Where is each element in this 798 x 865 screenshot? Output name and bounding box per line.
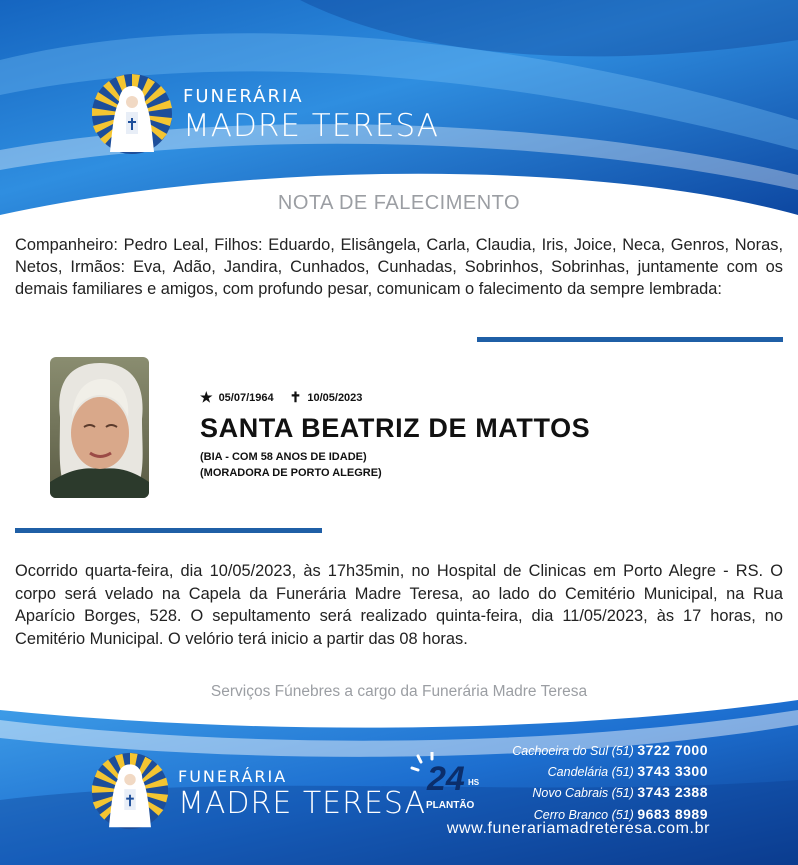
- notice-title: NOTA DE FALECIMENTO: [277, 192, 521, 214]
- contact-phone: 3743 2388: [637, 784, 708, 801]
- death-date: 10/05/2023: [307, 391, 363, 404]
- contact-city: Novo Cabrais (51): [532, 786, 634, 801]
- cross-icon: ✝: [289, 389, 302, 405]
- contact-row: [470, 761, 708, 782]
- divider-bar: [15, 528, 322, 533]
- life-dates: [200, 389, 362, 406]
- plantao-label: PLANTÃO: [426, 800, 475, 811]
- madre-teresa-logo-icon: [90, 72, 174, 156]
- plantao-hs: HS: [468, 778, 480, 787]
- birth-date: 05/07/1964: [218, 391, 274, 404]
- contact-phone: 9683 8989: [637, 805, 708, 822]
- notice-intro: Companheiro: Pedro Leal, Filhos: Eduardo, Elisângela, Carla, Claudia, Iris, Joice, Neca, Genros, Noras, Netos, Irmãos: Eva, Adão, Jandira, Cunhados, Cunhadas, Sobrinhos, Sobrinhas, juntamente com os demais familiares e amigos, com profundo pesar, comunicam o falecimento da sempre lembrada:: [15, 236, 783, 298]
- contact-phone: 3743 3300: [637, 763, 708, 780]
- divider-bar: [477, 337, 783, 342]
- plantao-number: 24: [427, 760, 465, 798]
- star-icon: ★: [200, 389, 213, 405]
- website-link[interactable]: www.funerariamadreteresa.com.br: [446, 820, 710, 837]
- contact-list: [470, 740, 708, 825]
- contact-phone: 3722 7000: [637, 742, 708, 758]
- contact-city: Cerro Branco (51): [533, 807, 634, 822]
- deceased-name: SANTA BEATRIZ DE MATTOS: [200, 413, 591, 443]
- services-line: Serviços Fúnebres a cargo da Funerária Madre Teresa: [210, 683, 588, 700]
- brand-small-text: FUNERÁRIA: [178, 767, 288, 786]
- contact-row: [470, 782, 708, 803]
- deceased-nickname-age: (BIA - COM 58 ANOS DE IDADE): [200, 451, 367, 463]
- brand-big-text: MADRE TERESA: [178, 786, 427, 821]
- brand-small-text: FUNERÁRIA: [183, 86, 304, 107]
- brand-big-text: MADRE TERESA: [183, 108, 439, 144]
- brand-logo-text: [183, 86, 439, 144]
- madre-teresa-logo-icon: [90, 751, 170, 831]
- contact-city: Candelária (51): [547, 765, 634, 780]
- brand-logo-text: [178, 767, 426, 821]
- contact-row: [470, 740, 708, 761]
- contact-city: Cachoeira do Sul (51): [512, 744, 634, 758]
- deceased-photo: [50, 357, 149, 498]
- deceased-residence: (MORADORA DE PORTO ALEGRE): [200, 467, 382, 479]
- funeral-details-text: Ocorrido quarta-feira, dia 10/05/2023, às 17h35min, no Hospital de Clinicas em Porto Alegre - RS. O corpo será velado na Capela da Funerária Madre Teresa, ao lado do Cemitério Municipal, na Rua Aparício Borges, 528. O sepultamento será realizado quinta-feira, dia 11/05/2023, às 17 horas, no Cemitério Municipal. O velório terá inicio a partir das 08 horas.: [15, 562, 783, 648]
